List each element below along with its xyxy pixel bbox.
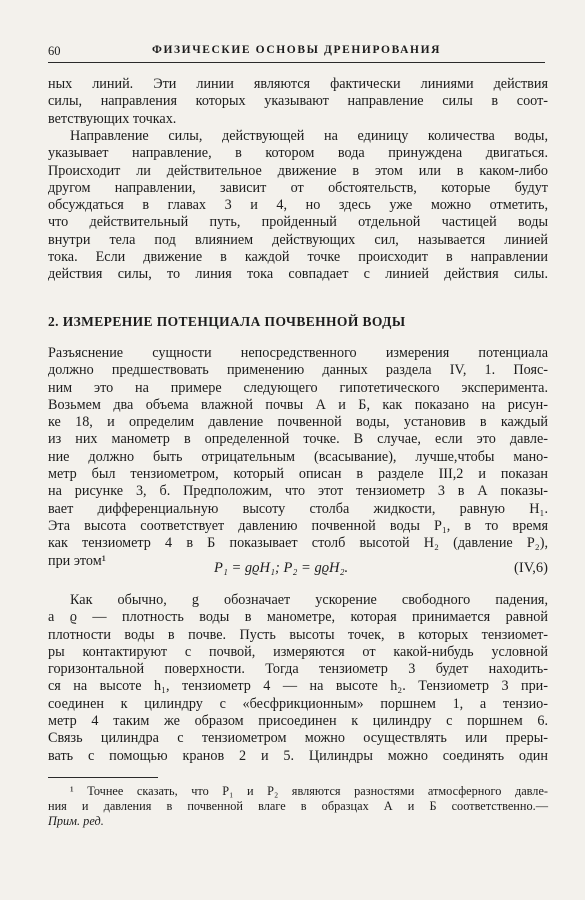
text-line: горизонтальной поверхности. Тогда тензиометр 3 будет находить- — [48, 661, 548, 678]
footnote-line: ¹ Точнее сказать, что P₁ и P₂ являются разностями атмосферного давле- — [70, 784, 548, 798]
running-header — [48, 44, 545, 63]
text-line: внутри тела под влиянием действующих сил, называется линией — [48, 231, 548, 248]
page-number: 60 — [48, 44, 61, 58]
text-line: ры контактируют с почвой, измеряются от какой-нибудь условной — [48, 643, 548, 660]
text-line: вать с помощью кранов 2 и 5. Цилиндры можно соединять один — [48, 747, 548, 764]
text-line: Разъяснение сущности непосредственного измерения потенциала — [48, 345, 548, 361]
text-line: при этом¹ — [48, 552, 106, 569]
text-line: плотности воды в почве. Пусть высоты точек, в которых тензиомет- — [48, 626, 548, 643]
text-line: Как обычно, g обозначает ускорение свободного падения, — [70, 592, 548, 608]
text-line: метр 4 таким же образом присоединен к цилиндру с поршнем 6. — [48, 713, 548, 730]
text-line: Происходит ли действительное движение в этом или в каком-либо — [48, 162, 548, 179]
running-title: ФИЗИЧЕСКИЕ ОСНОВЫ ДРЕНИРОВАНИЯ — [151, 44, 442, 56]
text-line: на рисунке 3, б. Предположим, что этот тензиометр 3 в А показы- — [48, 483, 548, 500]
text-line: обсуждаться в главах 3 и 4, но здесь уже можно отметить, — [48, 197, 548, 214]
text-line: тока. Если движение в каждой точке происходит в направлении — [48, 249, 548, 266]
text-line: Связь цилиндра с тензиометром можно осуществлять или преры- — [48, 730, 548, 747]
equation-iv-6 — [48, 560, 548, 580]
text-line: Возьмем два объема влажной почвы А и Б, как показано на рисун- — [48, 396, 548, 413]
text-line: ся на высоте h₁, тензиометр 4 — на высоте h₂. Тензиометр 3 при- — [48, 678, 548, 695]
text-line: ветствующих точках. — [48, 110, 177, 127]
text-line: ние должно быть отрицательным (всасывание), лучше,чтобы мано- — [48, 448, 548, 465]
equation-number: (IV,6) — [514, 560, 548, 576]
equation-body: P₁ = gϱH₁; P₂ = gϱH₂. — [214, 560, 349, 576]
text-line: что действительный путь, пройденный отдельной частицей воды — [48, 214, 548, 231]
text-line: должно предшествовать применению данных раздела IV, 1. Пояс- — [48, 362, 548, 379]
paragraph-continuation — [48, 76, 548, 128]
text-line: силы, направления которых указывают направление силы в соот- — [48, 93, 548, 110]
text-line: ных линий. Эти линии являются фактически линиями действия — [48, 76, 548, 92]
text-line: ним это на примере следующего гипотетического эксперимента. — [48, 379, 548, 396]
text-line: ке 18, и определим давление почвенной воды, установив в каждый — [48, 414, 548, 431]
text-line: другом направлении, зависит от обстоятельств, которые будут — [48, 179, 548, 196]
text-line: Направление силы, действующей на единицу количества воды, — [70, 128, 548, 144]
text-line: соединен к цилиндру с «бесфрикционным» поршнем 1, а тензио- — [48, 695, 548, 712]
section-heading: 2. ИЗМЕРЕНИЕ ПОТЕНЦИАЛА ПОЧВЕННОЙ ВОДЫ — [48, 314, 406, 329]
text-line: а ϱ — плотность воды в манометре, которая принимается равной — [48, 609, 548, 626]
text-line: как тензиометр 4 в Б показывает столб высотой H₂ (давление P₂), — [48, 535, 548, 552]
paragraph-tensiometers — [48, 592, 548, 765]
footnote — [48, 784, 548, 829]
text-line: метр был тензиометром, который описан в разделе III,2 и показан — [48, 466, 548, 483]
paragraph-flow-line — [48, 128, 548, 284]
paragraph-experiment — [48, 345, 548, 570]
footnote-line: ния и давления в почвенной влаге в образцах А и Б соответственно.— — [48, 799, 548, 813]
text-line: действия силы, то линия тока совпадает с линией действия силы. — [48, 266, 548, 283]
footnote-divider — [48, 777, 158, 778]
text-line: из них манометр в определенной точке. В случае, если это давле- — [48, 431, 548, 448]
text-line: вает дифференциальную высоту столба жидкости, равную H₁. — [48, 500, 548, 517]
footnote-line: Прим. ред. — [48, 814, 104, 828]
text-line: Эта высота соответствует давлению почвенной воды P₁, в то время — [48, 517, 548, 534]
text-line: указывает направление, в котором вода принуждена двигаться. — [48, 145, 548, 162]
